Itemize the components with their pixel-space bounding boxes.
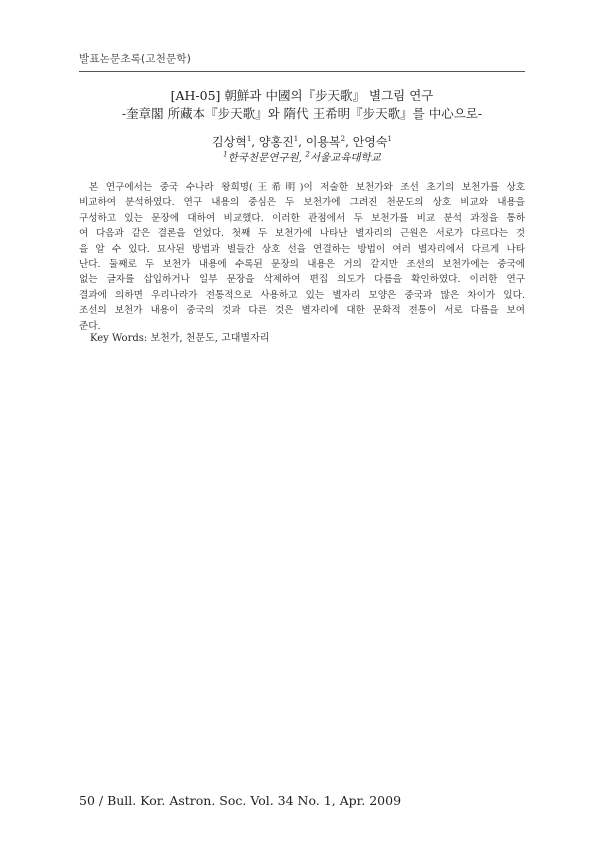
- affiliation-list: [79, 151, 525, 165]
- running-header: 발표논문초록(고천문학): [79, 53, 192, 65]
- abstract-line: 구성하고 있는 문장에 대하여 비교했다. 이러한 관점에서 두 보천가를 비교 분석 과정을 통하: [79, 212, 525, 224]
- author-list: [79, 134, 525, 150]
- abstract-line: 여 다음과 같은 결론을 얻었다. 첫째 두 보천가에 나타난 별자리의 근원은 서로가 다르다는 것: [79, 228, 525, 240]
- abstract-line: 준다.: [79, 320, 101, 332]
- author-separator: ,: [251, 135, 259, 149]
- header-rule: [79, 71, 525, 72]
- author-affil-mark: 1: [387, 135, 392, 143]
- abstract-line: 난다. 둘째로 두 보천가 내용에 수록된 문장의 내용은 거의 같지만 조선의 보천가에는 중국에: [79, 259, 525, 271]
- author-name: 이용복: [305, 135, 341, 149]
- affiliation-mark: 1: [223, 150, 228, 159]
- abstract-line: 결과에 의하면 우리나라가 전통적으로 사용하고 있는 별자리 모양은 중국과 많은 차이가 있다.: [79, 289, 525, 301]
- author-separator: ,: [298, 135, 306, 149]
- affiliation-mark: 2: [305, 150, 310, 159]
- abstract-line: 없는 글자를 삽입하거나 일부 문장을 삭제하여 편집 의도가 다름을 확인하였다. 이러한 연구: [79, 274, 525, 286]
- paper-title: [79, 87, 525, 123]
- affiliation-name: 한국천문연구원: [227, 152, 299, 164]
- author-name: 양홍진: [258, 135, 294, 149]
- affiliation-name: 서울교육대학교: [309, 152, 381, 164]
- abstract-line: 을 알 수 있다. 묘사된 방법과 별들간 상호 선을 연결하는 방법이 여러 별자리에서 다르게 나타: [79, 243, 525, 255]
- author-affil-mark: 1: [293, 135, 299, 143]
- page-footer-citation: 50 / Bull. Kor. Astron. Soc. Vol. 34 No. 1, Apr. 2009: [79, 793, 402, 808]
- affiliation-separator: ,: [298, 152, 306, 164]
- abstract-body: [79, 180, 525, 334]
- author-name: 안영숙: [352, 135, 388, 149]
- keywords: Key Words: 보천가, 천문도, 고대별자리: [90, 333, 270, 344]
- title-line-2: -奎章閣 所藏本『步天歌』와 隋代 王希明『步天歌』를 中心으로-: [121, 106, 483, 121]
- abstract-line: 비교하여 분석하였다. 연구 내용의 중심은 두 보천가에 그려진 천문도의 상호 비교와 내용을: [79, 197, 525, 209]
- title-line-1: [AH-05] 朝鮮과 中國의『步天歌』 별그림 연구: [170, 88, 434, 103]
- author-separator: ,: [345, 135, 353, 149]
- abstract-line: 본 연구에서는 중국 수나라 왕희명(王希明)이 저술한 보천가와 조선 초기의 보천가를 상호: [89, 182, 525, 193]
- author-affil-mark: 2: [340, 135, 346, 143]
- author-name: 김상혁: [212, 135, 247, 149]
- author-affil-mark: 1: [246, 135, 252, 143]
- abstract-line: 조선의 보천가 내용이 중국의 것과 다른 것은 별자리에 대한 문화적 전통이 서로 다름을 보여: [79, 305, 525, 317]
